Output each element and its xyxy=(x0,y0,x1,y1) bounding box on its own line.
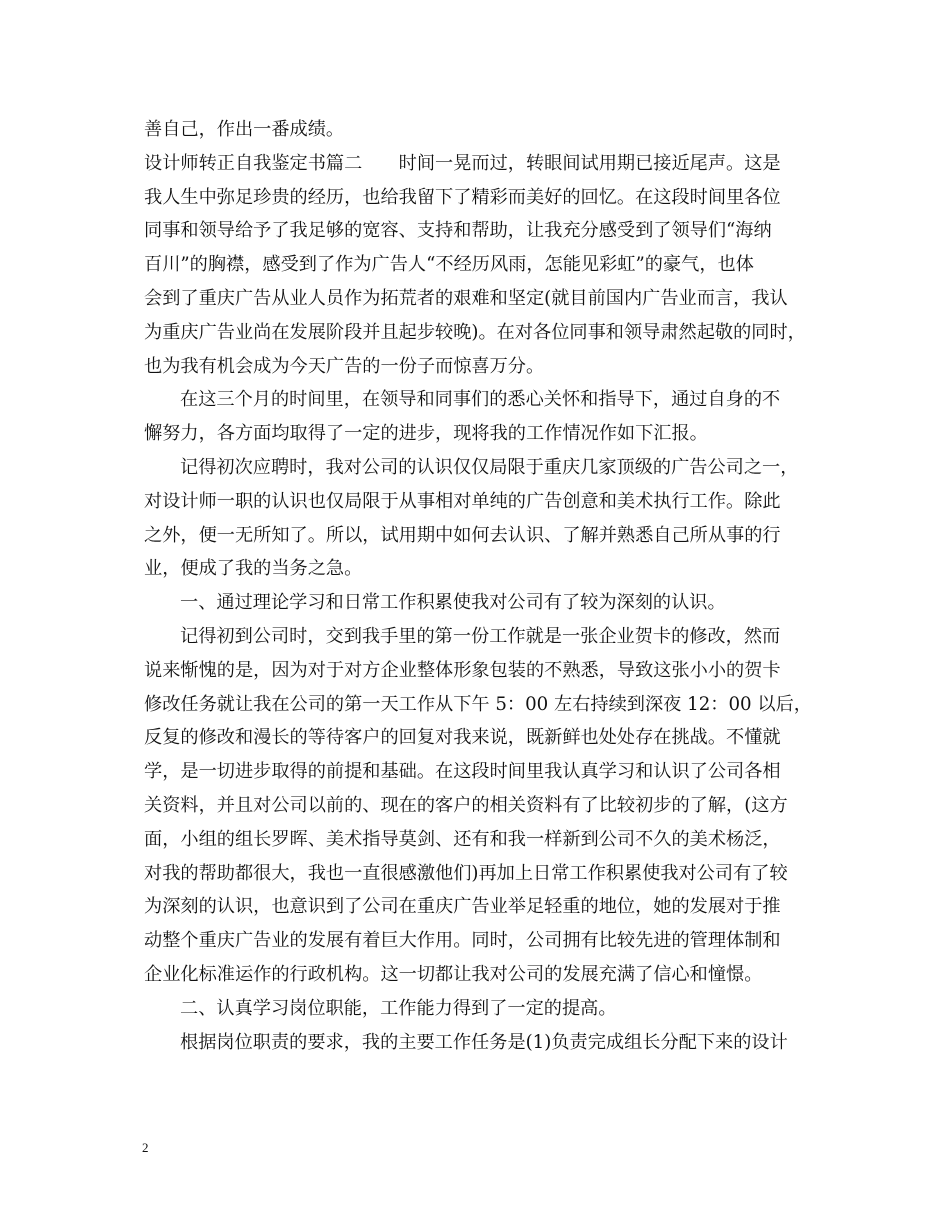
section-heading: 二、认真学习岗位职能，工作能力得到了一定的提高。 xyxy=(180,997,617,1019)
text-line: 关资料，并且对公司以前的、现在的客户的相关资料有了比较初步的了解，(这方 xyxy=(144,794,788,816)
text-line: 会到了重庆广告从业人员作为拓荒者的艰难和坚定(就目前国内广告业而言，我认 xyxy=(144,287,788,309)
text-line: 对设计师一职的认识也仅局限于从事相对单纯的广告创意和美术执行工作。除此 xyxy=(144,490,781,512)
text-line: 善自己，作出一番成绩。 xyxy=(144,119,345,140)
text-line: 之外，便一无所知了。所以，试用期中如何去认识、了解并熟悉自己所从事的行 xyxy=(144,524,781,546)
text-line: 在这三个月的时间里，在领导和同事们的悉心关怀和指导下，通过自身的不 xyxy=(180,389,781,411)
body-text xyxy=(144,113,834,1059)
text-line: 为深刻的认识，也意识到了公司在重庆广告业举足轻重的地位，她的发展对于推 xyxy=(144,896,781,918)
text-line: 企业化标准运作的行政机构。这一切都让我对公司的发展充满了信心和憧憬。 xyxy=(144,963,763,985)
text-line: 对我的帮助都很大，我也一直很感激他们)再加上日常工作积累使我对公司有了较 xyxy=(144,862,788,884)
text-line: 记得初到公司时，交到我手里的第一份工作就是一张企业贺卡的修改，然而 xyxy=(180,625,781,647)
text-line: 百川”的胸襟，感受到了作为广告人“不经历风雨，怎能见彩虹”的豪气，也体 xyxy=(144,254,754,276)
text-line: 修改任务就让我在公司的第一天工作从下午 5：00 左右持续到深夜 12：00 以后， xyxy=(144,693,812,715)
text-line: 业，便成了我的当务之急。 xyxy=(144,558,363,580)
section-heading: 一、通过理论学习和日常工作积累使我对公司有了较为深刻的认识。 xyxy=(180,592,726,614)
text-line: 反复的修改和漫长的等待客户的回复对我来说，既新鲜也处处存在挑战。不懂就 xyxy=(144,727,781,749)
text-line: 学，是一切进步取得的前提和基础。在这段时间里我认真学习和认识了公司各相 xyxy=(144,761,781,783)
text-line: 为重庆广告业尚在发展阶段并且起步较晚)。在对各位同事和领导肃然起敬的同时， xyxy=(144,321,806,343)
text-line: 面，小组的组长罗晖、美术指导莫剑、还有和我一样新到公司不久的美术杨泛， xyxy=(144,828,781,850)
text-line: 记得初次应聘时，我对公司的认识仅仅局限于重庆几家顶级的广告公司之一， xyxy=(180,456,799,478)
text-line: 设计师转正自我鉴定书篇二 时间一晃而过，转眼间试用期已接近尾声。这是 xyxy=(144,152,781,174)
text-line: 动整个重庆广告业的发展有着巨大作用。同时，公司拥有比较先进的管理体制和 xyxy=(144,930,781,952)
text-line: 同事和领导给予了我足够的宽容、支持和帮助，让我充分感受到了领导们“海纳 xyxy=(144,220,772,242)
page-number: 2 xyxy=(142,1140,149,1155)
text-line: 懈努力，各方面均取得了一定的进步，现将我的工作情况作如下汇报。 xyxy=(144,423,708,445)
text-line: 说来惭愧的是，因为对于对方企业整体形象包装的不熟悉，导致这张小小的贺卡 xyxy=(144,659,781,681)
text-line: 根据岗位职责的要求，我的主要工作任务是(1)负责完成组长分配下来的设计 xyxy=(180,1031,788,1053)
text-line: 我人生中弥足珍贵的经历，也给我留下了精彩而美好的回忆。在这段时间里各位 xyxy=(144,186,781,208)
text-line: 也为我有机会成为今天广告的一份子而惊喜万分。 xyxy=(144,355,545,377)
